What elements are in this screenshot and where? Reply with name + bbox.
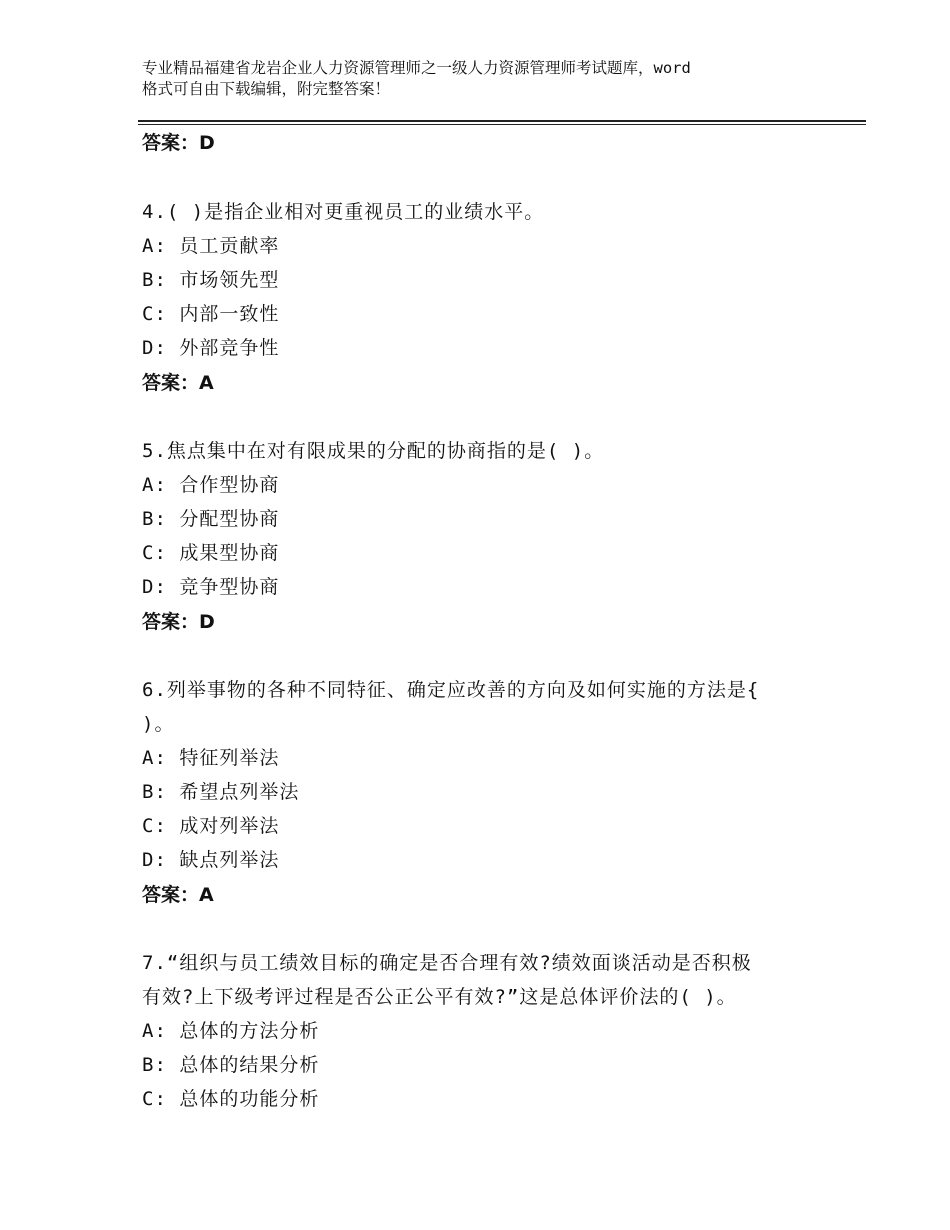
question-7-stem-line-1: 7.“组织与员工绩效目标的确定是否合理有效?绩效面谈活动是否积极 [142,952,752,974]
question-5-option-d: D: 竞争型协商 [142,576,280,598]
question-5-stem: 5.焦点集中在对有限成果的分配的协商指的是( )。 [142,440,605,462]
question-7-stem-line-2: 有效?上下级考评过程是否公正公平有效?”这是总体评价法的( )。 [142,986,737,1008]
question-7-option-b: B: 总体的结果分析 [142,1054,320,1076]
question-4-option-b: B: 市场领先型 [142,269,280,291]
header-line-2: 格式可自由下载编辑，附完整答案！ [142,80,391,98]
question-6-stem-line-2: )。 [142,713,175,735]
question-7-option-c: C: 总体的功能分析 [142,1088,320,1110]
question-6-option-c: C: 成对列举法 [142,815,280,837]
question-4-option-c: C: 内部一致性 [142,303,280,325]
question-6-option-a: A: 特征列举法 [142,747,280,769]
answer-3: 答案：D [142,132,215,154]
question-5-option-b: B: 分配型协商 [142,508,280,530]
page-header [142,58,842,100]
answer-5: 答案：D [142,611,215,633]
header-line-1: 专业精品福建省龙岩企业人力资源管理师之一级人力资源管理师考试题库，word [142,59,691,77]
answer-6: 答案：A [142,884,214,906]
header-divider-thin [138,124,866,125]
question-4-stem: 4.( )是指企业相对更重视员工的业绩水平。 [142,201,545,223]
question-7-option-a: A: 总体的方法分析 [142,1020,320,1042]
question-6-stem-line-1: 6.列举事物的各种不同特征、确定应改善的方向及如何实施的方法是{ [142,679,760,701]
question-6-option-b: B: 希望点列举法 [142,781,300,803]
question-4-option-d: D: 外部竞争性 [142,337,280,359]
header-divider [138,120,866,122]
question-6-option-d: D: 缺点列举法 [142,849,280,871]
question-4-option-a: A: 员工贡献率 [142,235,280,257]
question-5-option-a: A: 合作型协商 [142,474,280,496]
question-5-option-c: C: 成果型协商 [142,542,280,564]
answer-4: 答案：A [142,372,214,394]
